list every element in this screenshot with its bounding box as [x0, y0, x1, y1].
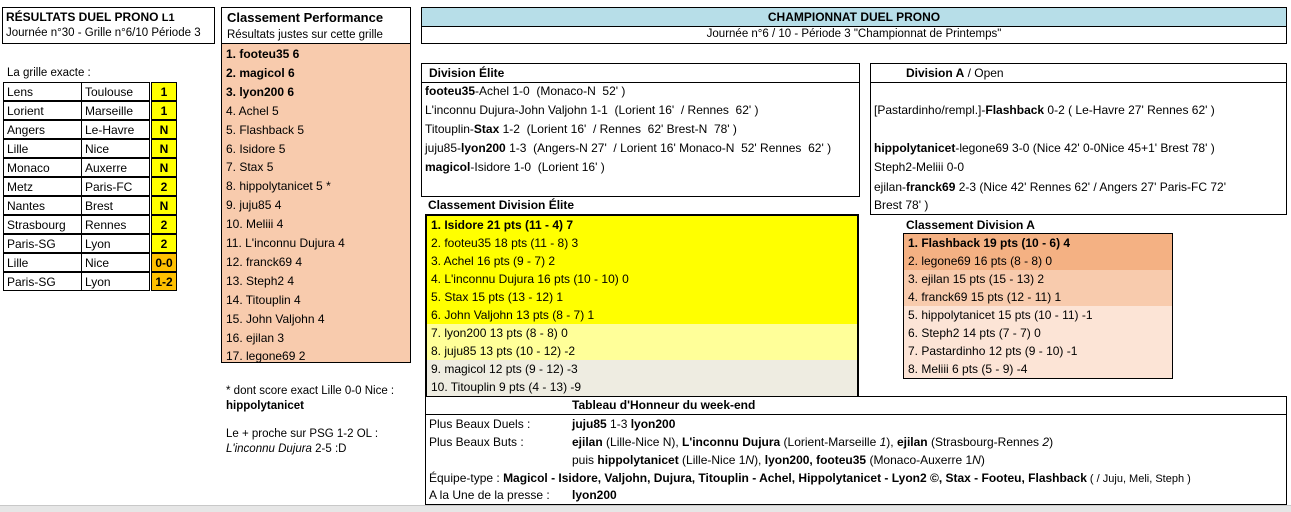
performance-item: 7. Stax 5: [226, 160, 274, 175]
division-a-title: Division A: [906, 66, 965, 80]
buts-line-1: ejilan (Lille-Nice N), L'inconnu Dujura (Lorient-Marseille 1), ejilan (Strasbourg-Rennes 2): [572, 435, 1054, 449]
results-header: [2, 7, 215, 44]
performance-item: 6. Isidore 5: [226, 141, 286, 156]
presse-value: lyon200: [572, 488, 617, 502]
equipe-type-line: Équipe-type : Magicol - Isidore, Valjohn, Dujura, Titouplin - Achel, Hippolytanicet - Lyon2 ©, Stax - Footeu, Flashback ( / Juju, Meli, Steph ): [429, 471, 1191, 485]
elite-match: Titouplin-Stax 1-2 (Lorient 16' / Rennes 62' Brest-N 78' ): [425, 122, 737, 136]
grid-home-team: Paris-SG: [3, 272, 82, 291]
results-title: RÉSULTATS DUEL PRONO: [6, 10, 159, 24]
grid-away-team: Auxerre: [81, 158, 150, 177]
performance-item: 3. lyon200 6: [226, 84, 295, 99]
presse-label: A la Une de la presse :: [429, 488, 550, 502]
buts-label: Plus Beaux Buts :: [429, 435, 524, 449]
grid-away-team: Brest: [81, 196, 150, 215]
performance-item: 4. Achel 5: [226, 103, 279, 118]
grid-away-team: Rennes: [81, 215, 150, 234]
grid-label: La grille exacte :: [7, 67, 91, 79]
grid-home-team: Nantes: [3, 196, 82, 215]
grid-home-team: Lorient: [3, 101, 82, 120]
performance-item: 8. hippolytanicet 5 *: [226, 179, 331, 194]
closest-score-name: L'inconnu Dujura: [226, 443, 312, 455]
division-a-ranking-item: 1. Flashback 19 pts (10 - 6) 4: [904, 234, 1172, 252]
performance-item: 16. ejilan 3: [226, 330, 285, 345]
performance-item: 17. legone69 2: [226, 349, 306, 364]
grid-home-team: Lens: [3, 82, 82, 101]
honneur-title: Tableau d'Honneur du week-end: [572, 398, 756, 412]
elite-match: L'inconnu Dujura-John Valjohn 1-1 (Lorient 16' / Rennes 62' ): [425, 103, 759, 117]
division-a-ranking-item: 6. Steph2 14 pts (7 - 7) 0: [904, 324, 1172, 342]
grid-away-team: Toulouse: [81, 82, 150, 101]
division-a-title-suffix: / Open: [964, 66, 1004, 80]
championship-title: CHAMPIONNAT DUEL PRONO: [422, 8, 1286, 27]
elite-match: juju85-lyon200 1-3 (Angers-N 27' / Lorient 16' Monaco-N 52' Rennes 62' ): [425, 141, 832, 155]
grid-away-team: Paris-FC: [81, 177, 150, 196]
grid-result: 1: [151, 82, 177, 101]
division-elite-box: [421, 63, 860, 197]
duels-label: Plus Beaux Duels :: [429, 417, 531, 431]
championship-subtitle: Journée n°6 / 10 - Période 3 "Championnat de Printemps": [706, 28, 1002, 40]
elite-ranking-list: [425, 214, 859, 396]
performance-list: [221, 43, 411, 363]
division-a-match-3: Steph2-Meliii 0-0: [874, 160, 965, 174]
grid-home-team: Lille: [3, 253, 82, 272]
performance-item: 2. magicol 6: [226, 65, 295, 80]
results-subtitle: Journée n°30 - Grille n°6/10 Période 3: [6, 27, 201, 39]
grid-result: 2: [151, 234, 177, 253]
division-a-ranking-item: 5. hippolytanicet 15 pts (10 - 11) -1: [904, 306, 1172, 324]
exact-score-name: hippolytanicet: [226, 400, 304, 412]
grid-result: 1-2: [151, 272, 177, 291]
grid-result: N: [151, 158, 177, 177]
division-a-title-line: [906, 66, 1004, 80]
duels-value: juju85 1-3 lyon200: [572, 417, 676, 431]
grid-result: 1: [151, 101, 177, 120]
closest-score-note: Le + proche sur PSG 1-2 OL :: [226, 428, 379, 440]
grid-result: 2: [151, 215, 177, 234]
grid-home-team: Monaco: [3, 158, 82, 177]
performance-item: 10. Meliii 4: [226, 217, 284, 232]
performance-title: Classement Performance: [227, 10, 384, 25]
division-a-ranking-item: 7. Pastardinho 12 pts (9 - 10) -1: [904, 342, 1172, 360]
equipe-type-label: Équipe-type :: [429, 471, 500, 485]
performance-header: [221, 7, 411, 44]
closest-score-value: 2-5 :D: [315, 443, 347, 455]
elite-ranking-item: 2. footeu35 18 pts (11 - 8) 3: [427, 234, 857, 252]
division-a-ranking-list: [903, 233, 1173, 379]
grid-away-team: Le-Havre: [81, 120, 150, 139]
grid-result: N: [151, 139, 177, 158]
closest-score-line: [226, 443, 346, 455]
performance-subtitle: Résultats justes sur cette grille: [227, 29, 383, 41]
elite-ranking-item: 7. lyon200 13 pts (8 - 8) 0: [427, 324, 857, 342]
grid-result: N: [151, 196, 177, 215]
elite-match: footeu35-Achel 1-0 (Monaco-N 52' ): [425, 84, 626, 98]
elite-ranking-item: 6. John Valjohn 13 pts (8 - 7) 1: [427, 306, 857, 324]
grid-home-team: Strasbourg: [3, 215, 82, 234]
grid-home-team: Angers: [3, 120, 82, 139]
elite-ranking-item: 10. Titouplin 9 pts (4 - 13) -9: [427, 378, 857, 396]
performance-item: 5. Flashback 5: [226, 122, 305, 137]
elite-match: magicol-Isidore 1-0 (Lorient 16' ): [425, 160, 605, 174]
elite-ranking-item: 3. Achel 16 pts (9 - 7) 2: [427, 252, 857, 270]
division-a-match-4: ejilan-franck69 2-3 (Nice 42' Rennes 62' / Angers 27' Paris-FC 72': [874, 180, 1227, 194]
division-a-ranking-item: 3. ejilan 15 pts (15 - 13) 2: [904, 270, 1172, 288]
elite-ranking-item: 5. Stax 15 pts (13 - 12) 1: [427, 288, 857, 306]
division-a-ranking-item: 2. legone69 16 pts (8 - 8) 0: [904, 252, 1172, 270]
performance-item: 13. Steph2 4: [226, 273, 295, 288]
results-title-suffix: L1: [161, 12, 175, 24]
elite-ranking-item: 9. magicol 12 pts (9 - 12) -3: [427, 360, 857, 378]
grid-result: 0-0: [151, 253, 177, 272]
performance-item: 12. franck69 4: [226, 254, 303, 269]
exact-score-note: * dont score exact Lille 0-0 Nice :: [226, 385, 395, 397]
honneur-box: [425, 396, 1287, 505]
championship-header: [421, 7, 1287, 44]
performance-item: 1. footeu35 6: [226, 47, 300, 61]
grid-away-team: Lyon: [81, 234, 150, 253]
grid-home-team: Paris-SG: [3, 234, 82, 253]
grid-away-team: Lyon: [81, 272, 150, 291]
performance-item: 15. John Valjohn 4: [226, 311, 325, 326]
performance-item: 9. juju85 4: [226, 198, 282, 213]
grid-away-team: Marseille: [81, 101, 150, 120]
grid-home-team: Metz: [3, 177, 82, 196]
division-a-ranking-title: Classement Division A: [906, 218, 1035, 232]
grid-home-team: Lille: [3, 139, 82, 158]
division-a-box: [870, 63, 1287, 215]
buts-line-2: puis hippolytanicet (Lille-Nice 1N), lyon200, footeu35 (Monaco-Auxerre 1N): [572, 453, 985, 467]
elite-ranking-title: Classement Division Élite: [428, 198, 575, 212]
division-a-ranking-item: 8. Meliii 6 pts (5 - 9) -4: [904, 360, 1172, 378]
division-a-match-4-cont: Brest 78' ): [874, 198, 929, 212]
grid-result: N: [151, 120, 177, 139]
division-a-match-1: [Pastardinho/rempl.]-Flashback 0-2 ( Le-Havre 27' Rennes 62' ): [874, 103, 1215, 117]
division-a-match-2: hippolytanicet-legone69 3-0 (Nice 42' 0-0Nice 45+1' Brest 78' ): [874, 141, 1215, 155]
elite-ranking-item: 4. L'inconnu Dujura 16 pts (10 - 10) 0: [427, 270, 857, 288]
division-elite-title: Division Élite: [429, 66, 505, 80]
division-a-ranking-item: 4. franck69 15 pts (12 - 11) 1: [904, 288, 1172, 306]
elite-ranking-item: 8. juju85 13 pts (10 - 12) -2: [427, 342, 857, 360]
grid-away-team: Nice: [81, 139, 150, 158]
performance-item: 11. L'inconnu Dujura 4: [226, 236, 345, 250]
elite-ranking-item: 1. Isidore 21 pts (11 - 4) 7: [427, 216, 857, 234]
grid-away-team: Nice: [81, 253, 150, 272]
performance-item: 14. Titouplin 4: [226, 292, 301, 307]
grid-result: 2: [151, 177, 177, 196]
